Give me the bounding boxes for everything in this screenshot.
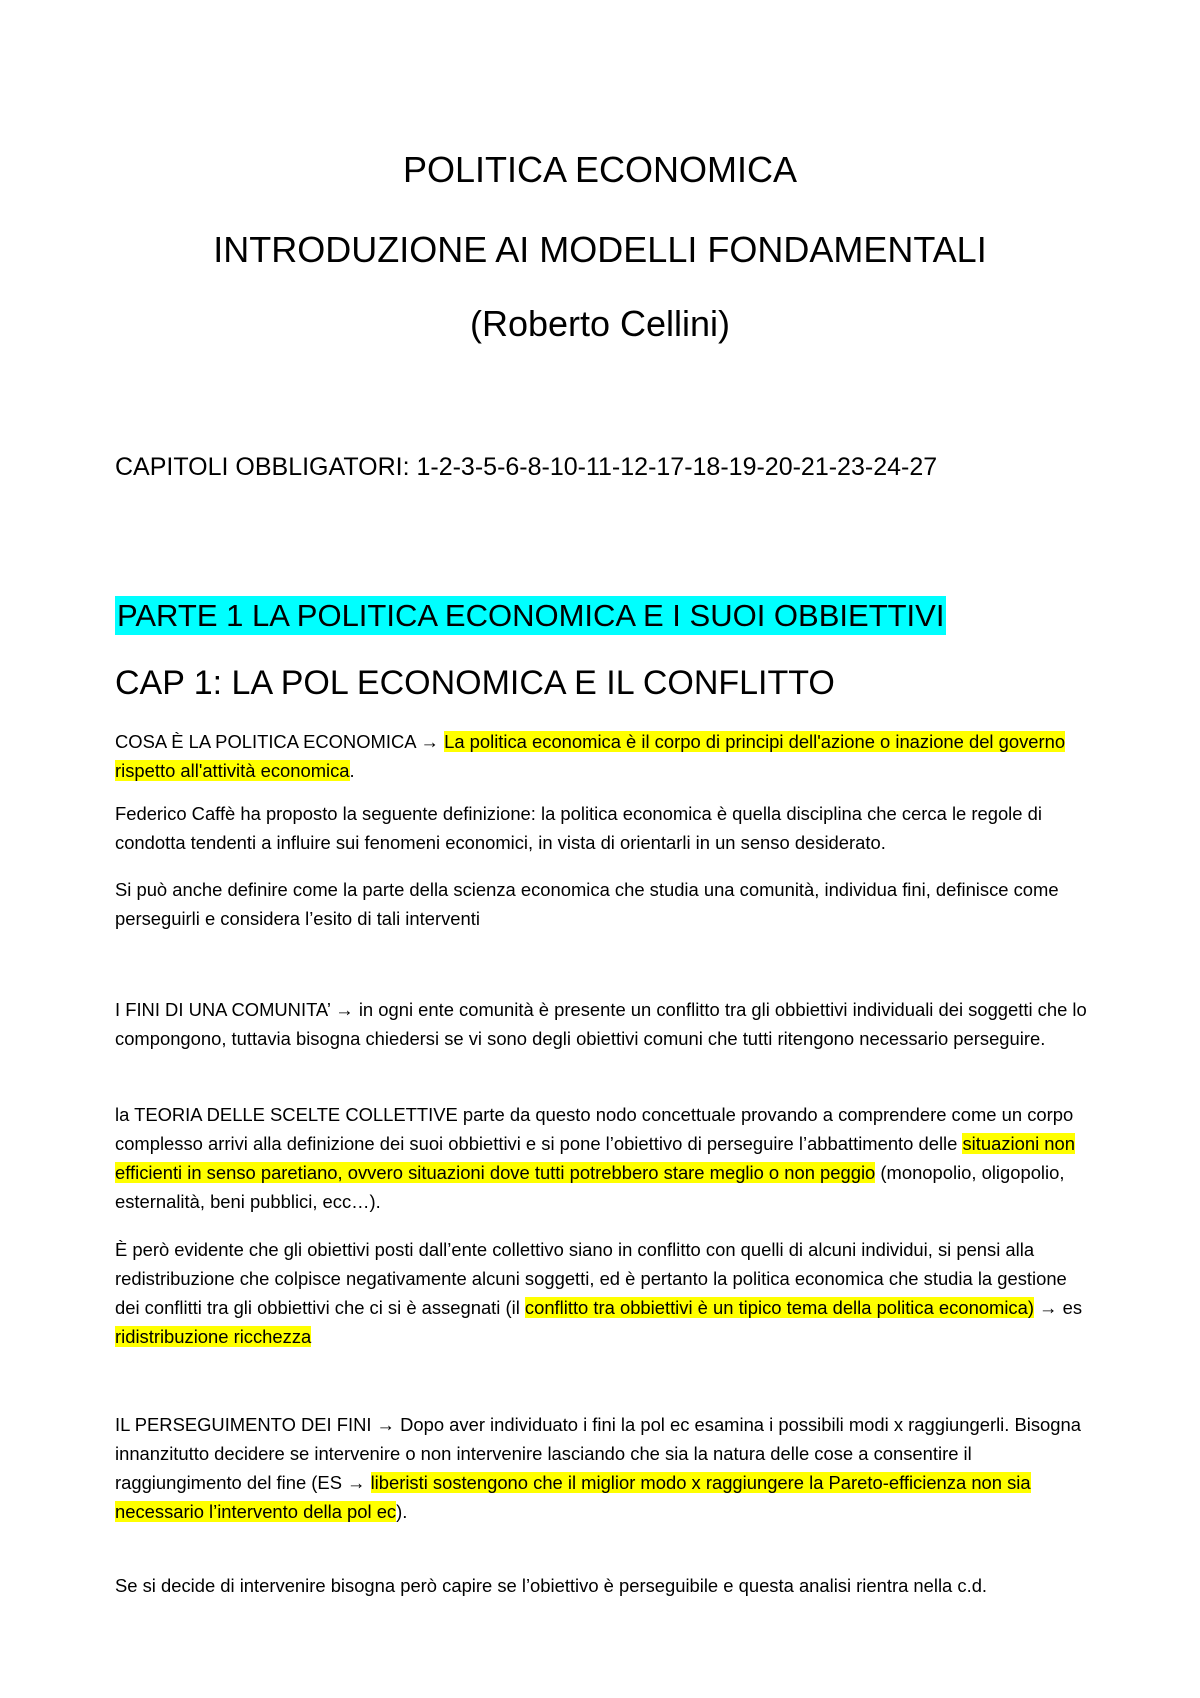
required-chapters: CAPITOLI OBBLIGATORI: 1-2-3-5-6-8-10-11-12-17-18-19-20-21-23-24-27 xyxy=(115,453,938,481)
chapter-heading: CAP 1: LA POL ECONOMICA E IL CONFLITTO xyxy=(115,664,835,702)
part-heading xyxy=(115,596,1090,636)
paragraph-community-goals: I FINI DI UNA COMUNITA’ → in ogni ente comunità è presente un conflitto tra gli obbiettivi individuali dei soggetti che lo compongono, tuttavia bisogna chiedersi se vi sono degli obiettivi comuni che tutti ritengono necessario perseguire. xyxy=(115,999,1087,1049)
highlighted-text: La politica economica è il corpo di principi dell'azione o inazione del governo rispetto all'attività economica xyxy=(115,731,1066,781)
paragraph-lead: la TEORIA DELLE SCELTE COLLETTIVE parte da questo nodo concettuale provando a comprendere come un corpo complesso arrivi alla definizione dei suoi obbiettivi e si pone l’obiettivo di perseguire l’abbattimento delle xyxy=(115,1104,1074,1154)
paragraph-definition xyxy=(115,727,1090,785)
paragraph-tail: (monopolio, oligopolio, esternalità, beni pubblici, ecc…). xyxy=(115,1162,1065,1212)
highlighted-text: conflitto tra obbiettivi è un tipico tema della politica economica) xyxy=(524,1297,1034,1318)
paragraph-lead: COSA È LA POLITICA ECONOMICA → xyxy=(115,731,445,752)
title-line-3: (Roberto Cellini) xyxy=(469,303,731,344)
highlighted-text: liberisti sostengono che il miglior modo x raggiungere la Pareto-efficienza non sia necessario l’intervento della pol ec xyxy=(115,1472,1031,1522)
paragraph-pursuit xyxy=(115,1410,1090,1526)
highlighted-text: ridistribuzione ricchezza xyxy=(115,1326,312,1347)
paragraph-conflict xyxy=(115,1235,1090,1351)
paragraph-intervention: Se si decide di intervenire bisogna però capire se l’obiettivo è perseguibile e questa analisi rientra nella c.d. xyxy=(115,1575,988,1596)
paragraph-lead: IL PERSEGUIMENTO DEI FINI → Dopo aver individuato i fini la pol ec esamina i possibili modi x raggiungerli. Bisogna innanzitutto decidere se intervenire o non intervenire lasciando che sia la natura delle cose a consentire il raggiungimento del fine (ES → xyxy=(115,1414,1081,1493)
paragraph-tail: . xyxy=(349,760,355,781)
highlighted-text: situazioni non efficienti in senso paretiano, ovvero situazioni dove tutti potrebbero stare meglio o non peggio xyxy=(115,1133,1075,1183)
part-heading-text: PARTE 1 LA POLITICA ECONOMICA E I SUOI OBBIETTIVI xyxy=(117,598,945,633)
paragraph-collective-choice xyxy=(115,1100,1090,1216)
paragraph-tail: ). xyxy=(396,1501,408,1522)
paragraph-caffe: Federico Caffè ha proposto la seguente definizione: la politica economica è quella disciplina che cerca le regole di condotta tendenti a influire sui fenomeni economici, in vista di orientarli in un senso desiderato. xyxy=(115,803,1042,853)
title-line-2: INTRODUZIONE AI MODELLI FONDAMENTALI xyxy=(213,229,987,270)
paragraph-middle: → es xyxy=(1033,1297,1083,1318)
paragraph-science: Si può anche definire come la parte della scienza economica che studia una comunità, individua fini, definisce come perseguirli e considera l’esito di tali interventi xyxy=(115,879,1059,929)
paragraph-lead: È però evidente che gli obiettivi posti dall’ente collettivo siano in conflitto con quelli di alcuni individui, si pensi alla redistribuzione che colpisce negativamente alcuni soggetti, ed è pertanto la politica economica che studia la gestione dei conflitti tra gli obbiettivi che ci si è assegnati (il xyxy=(115,1239,1067,1318)
title-line-1: POLITICA ECONOMICA xyxy=(402,149,798,190)
